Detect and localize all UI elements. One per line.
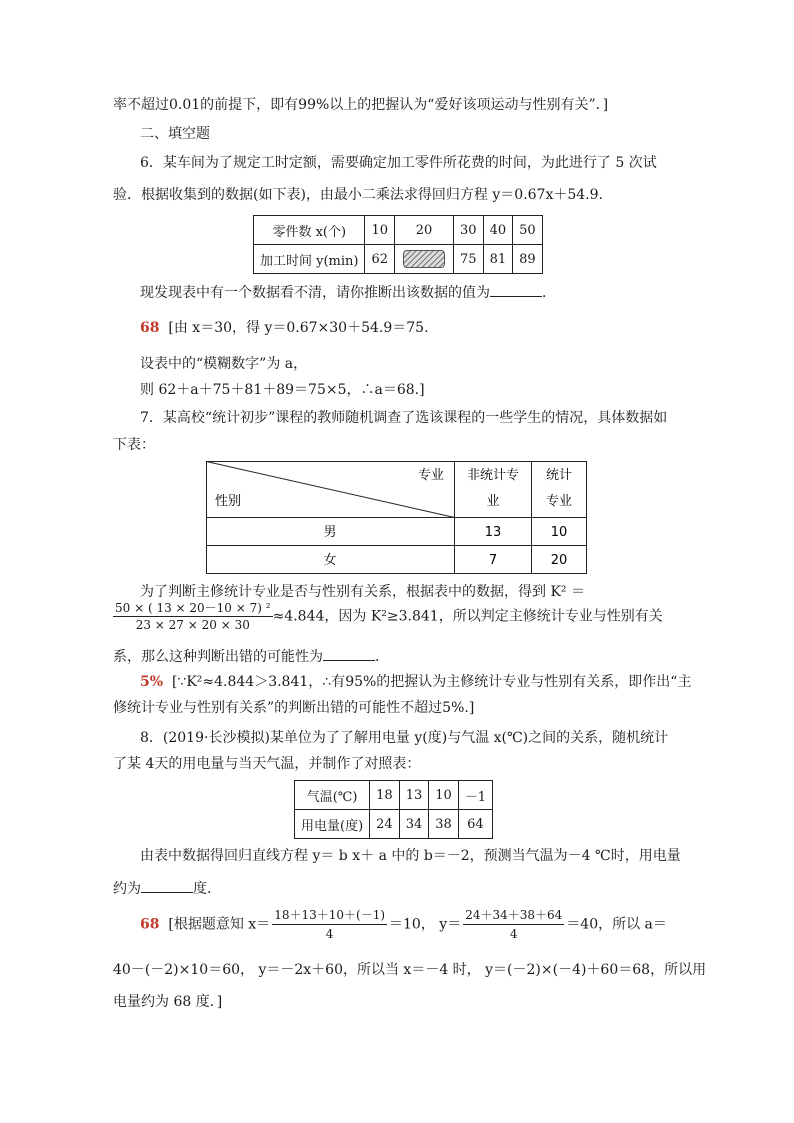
row-label-female: 女 — [323, 553, 337, 568]
q7-contingency-table — [206, 461, 588, 575]
q8-sol-a: [根据题意知 x＝ — [168, 916, 271, 933]
answer-blank — [323, 646, 375, 661]
q6-solution-line3: 则 62＋a＋75＋81＋89＝75×5，∴a＝68.] — [140, 382, 425, 398]
q6-answer: 68 — [140, 320, 160, 336]
table-cell: 7 — [488, 553, 498, 568]
table-cell: 89 — [513, 245, 543, 274]
row-label: 用电量(度) — [295, 810, 370, 839]
row-label-male: 男 — [323, 525, 337, 540]
q8-body-line2 — [113, 878, 221, 899]
table-cell: 13 — [399, 781, 429, 810]
table-cell: 62 — [365, 245, 395, 274]
mean-x-numerator: 18＋13＋10＋(－1) — [272, 906, 387, 925]
table-row — [254, 245, 543, 274]
q6-solution-line2: 设表中的“模糊数字”为 a， — [140, 356, 308, 372]
table-cell: 81 — [483, 245, 513, 274]
row-label: 加工时间 y(min) — [254, 245, 365, 274]
table-cell: 50 — [513, 216, 543, 245]
q8-solution-line2: 40－(－2)×10＝60， y＝－2x＋60，所以当 x＝－4 时， y＝(－2)×(－4)＋60＝68，所以用 — [113, 962, 707, 978]
q7-solution-line1 — [140, 672, 691, 692]
table-cell: 40 — [483, 216, 513, 245]
table-cell: 24 — [370, 810, 400, 839]
table-cell: 64 — [458, 810, 492, 839]
table-cell: 75 — [454, 245, 484, 274]
q7-answer: 5% — [140, 674, 164, 690]
table-cell: －1 — [458, 781, 492, 810]
q6-solution-text: [由 x＝30，得 y＝0.67×30＋54.9＝75. — [168, 320, 429, 336]
k2-fraction — [113, 600, 273, 633]
continuation-text: 率不超过0.01的前提下，即有99%以上的把握认为“爱好该项运动与性别有关”．] — [113, 97, 609, 113]
q7-body-line3 — [113, 646, 389, 667]
table-cell: 10 — [429, 781, 459, 810]
q6-solution-line1 — [140, 318, 429, 338]
answer-blank — [490, 282, 542, 297]
table-cell: 18 — [370, 781, 400, 810]
table-cell: 30 — [454, 216, 484, 245]
mean-y-numerator: 24＋34＋38＋64 — [463, 906, 564, 925]
table-row — [295, 781, 493, 810]
mean-y-denominator: 4 — [509, 927, 518, 941]
q7-body-line1: 为了判断主修统计专业是否与性别有关系，根据表中的数据，得到 K² ＝ — [140, 584, 585, 600]
q7-prompt-end: ． — [375, 649, 389, 665]
k2-numerator: 50 × ( 13 × 20－10 × 7) ² — [115, 601, 271, 615]
q7-text-line1: 7．某高校“统计初步”课程的教师随机调查了选该课程的一些学生的情况，具体数据如 — [140, 410, 668, 426]
mean-x-denominator: 4 — [325, 927, 334, 941]
table-cell: 10 — [365, 216, 395, 245]
blurred-number-icon — [403, 250, 445, 268]
q8-body-line1: 由表中数据得回归直线方程 y＝ b x＋ a 中的 b＝－2，预测当气温为－4 ℃时，用电量 — [140, 848, 681, 864]
q8-text-line1: 8．(2019·长沙模拟)某单位为了了解用电量 y(度)与气温 x(℃)之间的关系，随机统计 — [140, 730, 669, 746]
row-label: 零件数 x(个) — [254, 216, 365, 245]
q7-formula-line — [113, 600, 663, 633]
table-cell: 20 — [395, 216, 454, 245]
q6-prompt-text: 现发现表中有一个数据看不清，请你推断出该数据的值为 — [140, 285, 490, 301]
section-heading: 二、填空题 — [140, 126, 210, 142]
q8-answer: 68 — [140, 916, 160, 933]
col-header-stat-2: 专业 — [545, 494, 573, 509]
table-cell: 10 — [550, 525, 568, 540]
k2-denominator: 23 × 27 × 20 × 30 — [135, 618, 250, 632]
table-cell: 34 — [399, 810, 429, 839]
q8-solution-line1 — [140, 906, 667, 943]
q7-solution-line2: 修统计专业与性别有关系”的判断出错的可能性不超过5%.] — [113, 700, 475, 716]
q7-prompt-text: 系，那么这种判断出错的可能性为 — [113, 649, 323, 665]
q6-data-table — [253, 215, 543, 274]
q7-solution-text: [∵K²≈4.844＞3.841，∴有95%的把握认为主修统计专业与性别有关系，即作出“主 — [171, 674, 692, 690]
table-row — [254, 216, 543, 245]
table-cell: 20 — [550, 553, 568, 568]
corner-bottom-label: 性别 — [214, 494, 242, 509]
q8-data-table — [294, 780, 493, 839]
q6-prompt-end: ． — [542, 285, 556, 301]
table-cell: 13 — [484, 525, 502, 540]
mean-x-fraction — [272, 906, 387, 943]
q8-sol-c: ＝40，所以 a＝ — [566, 916, 667, 933]
corner-top-label: 专业 — [417, 468, 445, 483]
q7-text-line2: 下表： — [113, 437, 155, 453]
q7-body-line2: ≈4.844，因为 K²≥3.841，所以判定主修统计专业与性别有关 — [272, 608, 663, 625]
q8-sol-b: ＝10， y＝ — [389, 916, 462, 933]
table-row — [295, 810, 493, 839]
answer-blank — [141, 878, 193, 893]
col-header-nonstat-2: 业 — [486, 494, 500, 509]
col-header-stat: 统计 — [545, 468, 573, 483]
table-cell: 38 — [429, 810, 459, 839]
q8-prompt-text: 约为 — [113, 881, 141, 897]
q8-prompt-end: 度． — [193, 881, 221, 897]
q6-text-line1: 6．某车间为了规定工时定额，需要确定加工零件所花费的时间，为此进行了 5 次试 — [140, 155, 657, 171]
q8-solution-line3: 电量约为 68 度．] — [113, 994, 223, 1010]
q6-text-line2: 验．根据收集到的数据(如下表)，由最小二乘法求得回归方程 y＝0.67x＋54.9. — [113, 187, 603, 203]
blurred-cell — [395, 245, 454, 274]
col-header-nonstat: 非统计专 — [466, 468, 520, 483]
row-label: 气温(℃) — [295, 781, 370, 810]
mean-y-fraction — [463, 906, 564, 943]
q8-text-line2: 了某 4天的用电量与当天气温，并制作了对照表： — [113, 756, 421, 772]
q6-prompt — [140, 282, 556, 303]
